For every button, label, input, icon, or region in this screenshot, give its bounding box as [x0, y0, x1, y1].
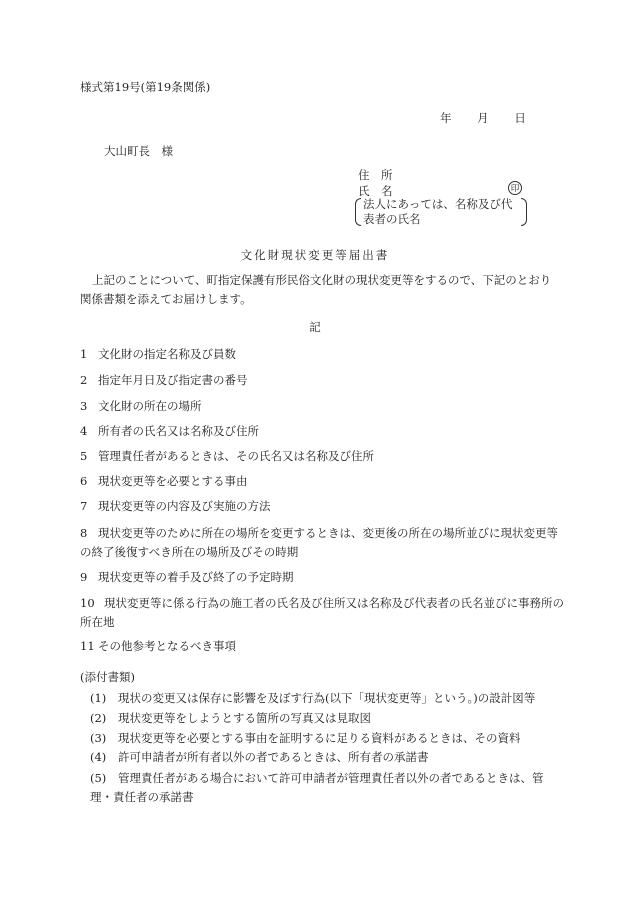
date-day: 日	[514, 111, 526, 125]
date-year: 年	[440, 111, 452, 125]
corporate-note-text	[363, 197, 512, 227]
date-month: 月	[477, 111, 489, 125]
attachment-item: (3) 現状変更等を必要とする事由を証明するに足りる資料があるときは、その資料	[90, 731, 521, 745]
list-item: 7 現状変更等の内容及び実施の方法	[80, 499, 271, 513]
list-item: 11 その他参考となるべき事項	[80, 639, 236, 653]
list-item: 9 現状変更等の着手及び終了の予定時期	[80, 570, 294, 584]
list-item: 2 指定年月日及び指定書の番号	[80, 373, 248, 387]
corporate-note-line1: 法人にあっては、名称及び代	[363, 197, 513, 211]
list-item: 8 現状変更等のために所在の場所を変更するときは、変更後の所在の場所並びに現状変更等の終了後復すべき所在の場所及びその時期	[80, 526, 558, 559]
body-paragraph: 上記のことについて、町指定保護有形民俗文化財の現状変更等をするので、下記のとおり関係書類を添えてお届けします。	[80, 273, 552, 306]
bracket-left	[355, 198, 361, 226]
addressee: 大山町長 様	[104, 144, 173, 158]
address-label: 住 所	[358, 168, 393, 182]
list-item: 10 現状変更等に係る行為の施工者の氏名及び住所又は名称及び代表者の氏名並びに事務所の所在地	[80, 596, 564, 629]
bracket-right	[521, 198, 527, 226]
corporate-note	[355, 198, 527, 228]
list-item: 1 文化財の指定名称及び員数	[80, 347, 236, 361]
seal-mark: 印	[508, 181, 522, 195]
corporate-note-line2: 表者の氏名	[363, 212, 421, 226]
date-line	[440, 111, 526, 127]
attachment-item: (5) 管理責任者がある場合において許可申請者が管理責任者以外の者であるときは、管理・責任者の承諾書	[90, 771, 544, 804]
form-number: 様式第19号(第19条関係)	[80, 80, 211, 94]
name-label: 氏 名	[358, 184, 393, 198]
ki-heading: 記	[309, 320, 321, 334]
attachment-item: (1) 現状の変更又は保存に影響を及ぼす行為(以下「現状変更等」という。)の設計図等	[90, 691, 536, 705]
list-item: 4 所有者の氏名又は名称及び住所	[80, 424, 259, 438]
attachments-heading: (添付書類)	[80, 670, 135, 684]
document-title: 文化財現状変更等届出書	[240, 248, 390, 262]
list-item: 5 管理責任者があるときは、その氏名又は名称及び住所	[80, 449, 374, 463]
attachment-item: (4) 許可申請者が所有者以外の者であるときは、所有者の承諾書	[90, 750, 429, 764]
attachment-item: (2) 現状変更等をしようとする箇所の写真又は見取図	[90, 711, 371, 725]
list-item: 6 現状変更等を必要とする事由	[80, 474, 248, 488]
list-item: 3 文化財の所在の場所	[80, 399, 202, 413]
